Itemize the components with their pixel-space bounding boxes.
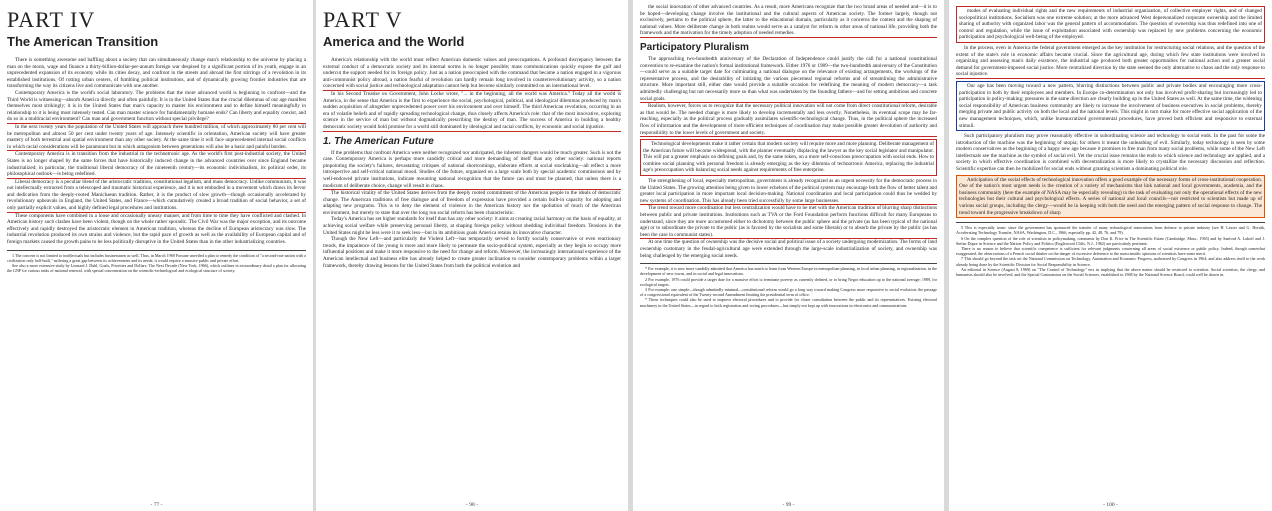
paragraph: the social innovation of other advanced countries. As a result, more Americans recognize that the two broad areas of needed and—it is to be hoped—developing change involve the institutional and the cultural aspects of American society. The former largely, though not exclusively, pertains to the political sphere, the latter to the educational domain, particularly as it concerns the content and the shaping of national values. More deliberate change in both realms would serve as a catalyst for reform in other areas of national life, providing both the framework and the motivation for the timely adoption of needed remedies. <box>640 4 937 37</box>
paragraph: Realism, however, forces us to recognize that the necessary political innovation will not come from direct constitutional reform, desirable as that would be. The needed change is more likely to develop incrementally and less overtly. Nonetheless, its eventual scope may be far-reaching, especially as the political process gradually assimilates scientific-technological change. Thus, in the political sphere the increased flow of information and the development of more efficient techniques of coordination may make possible greater devolution of authority and responsibility to the lower levels of government and society. <box>640 103 937 136</box>
paragraph: In the next twenty years the population of the United States will approach three hundred million, of which approximately 80 per cent will be metropolitan and almost 50 per cent under twenty years of age. Intensely scientific in orientation, American society will have greater mastery of both terrestrial and spatial environment than any other society. At the same time it will face unprecedented internal social conflicts in which racial considerations will be paramount but in which antagonism between generations will also be a basic and painful burden. <box>7 123 306 150</box>
footnote: 6 On the complex question of the role of scientists in policymaking, comments by Don K. Price in The Scientific Estate (Cambridge, Mass., 1965) and by Sanford A. Lakoff and J. Stefan Dupre in Science and the Nation: Policy and Politics (Englewood Cliffs, N.J., 1962) are particularly pertinent. <box>956 235 1265 246</box>
paragraph: Our age has been moving toward a new pattern, blurring distinctions between public and private bodies and encouraging more cross-participation in both by their employees and members. In Europe co-determination not only has involved profit-sharing but increasingly led to participation in policy-making; pressures in the same direction are clearly building up in the United States as well. At the same time, the widening social responsibility of American business community are likely to increase the involvement of business executives in social problems, thereby merging private and public activity on both the local and the national levels. This might in turn make for more effective social application of the new management techniques, which, unlike bureaucratized governmental procedures, have proved both efficient and responsive to external stimuli. <box>959 82 1262 129</box>
highlight-box <box>640 139 937 176</box>
footnote: An editorial in Science (August 8, 1969) on "The Control of Technology" errs in implying that the above matter should be restricted to scientists. Social scientists, the clergy, and humanists should also be involved, and the Special Commission on the Social Sciences, established in 1968 by the National Science Board, could well be drawn in. <box>956 266 1265 278</box>
part-heading: PART IV <box>7 7 96 32</box>
section-heading: Participatory Pluralism <box>640 41 749 53</box>
page-number: - 100 - <box>1103 502 1118 508</box>
paragraph: Liberal democracy is a peculiar blend of the aristocratic tradition, constitutional legalism, and mass democracy. Unlike communism, it was not intellectually extracted from a telescoped and traumatic historical experience, and it is not embodied in a movement which draws its fervor and dedication from the deeply-rooted Manichaean tradition. Rather, it is the product of slow growth—though occasionally accelerated by revolutionary upheavals in England, the United States, and France—which cumulatively created a broad tradition of social behavior, a set of only partially explicit values, and highly defined legal procedures and institutions. <box>7 178 306 212</box>
page-99 <box>633 0 944 511</box>
page-100 <box>949 0 1272 511</box>
paragraph: The approaching two-hundredth anniversary of the Declaration of Independence could justify the call for a national constitutional convention to re-examine the nation's formal institutional framework. Either 1976 or 1989—the two-hundredth anniversary of the Constitution—could serve as a suitable target date for culminating a national dialogue on the relevance of existing arrangements, the workings of the representative process, and the desirability of initiating the various piecemeal regional reforms and of streamlining the administrative structure. More important still, either date would provide a suitable occasion for redefining the meaning of modern democracy—a task admittedly challenging but not necessarily more so than what was undertaken by the founding fathers—and for setting ambitious and concrete social goals. <box>640 55 937 102</box>
highlight-box-orange <box>956 175 1265 219</box>
paragraph: Today's America has set higher standards for itself than has any other society: it aims at creating racial harmony on the basis of equality, at achieving social welfare while preserving personal liberty, at shaping foreign policy without shedding individual freedom. Tensions in the United States might be less were it to seek less—but in its ambitious goals America retains its innovative character. <box>323 216 621 236</box>
paragraph: Technological developments make it rather certain that modern society will require more and more planning. Deliberate management of the American future will become widespread, with the planner eventually displacing the lawyer as the key social legislator and manipulator. This will put a greater emphasis on defining goals and, by the same token, on a more self-conscious preoccupation with social ends. How to combine social planning with personal freedom is already emerging as the key dilemma of technotronic America, replacing the industrial age's preoccupation with balancing social needs against requirements of free enterprise. <box>643 141 934 174</box>
footnote: 7 This should go beyond the task set the National Commission on Technology, Automation and Economic Progress, authorized by Congress in 1964; and also address itself to the work already being done by the Scientific Division for Social Responsibility in Science. <box>956 256 1265 267</box>
footnote: 5 This is especially ironic since the government has sponsored the transfer of many technological innovations from defense to private industry (see H. Lesser and G. Hornik, Accelerating Technology Transfer, NASA, Washington, D.C., 1966, especially pp. 42, 48, 76, and 79). <box>956 225 1265 236</box>
paragraph: In the process, even in America the federal government emerged as the key institution for restructuring social relations, and the question of the extent of the state's role in economic affairs became crucial. Since the agricultural age, during which few state institutions were involved in organizing and assessing man's daily existence, the industrial age produced both greater opportunities for national action and a greater social demand for government-imposed social justice. More centralized direction by the state seemed the only alternative to chaos and the only response to social injustice. <box>956 44 1265 78</box>
section-heading: 1. The American Future <box>323 135 434 147</box>
paragraph: Anticipation of the social effects of technological innovation offers a good example of the necessary forms of cross-institutional cooperation. One of the nation's most urgent needs is the creation of a variety of mechanisms that link national and local governments, academia, and the business community (here the example of NASA may be especially revealing) in the task of evaluating not only the operational effects of the new technologies but their cultural and psychological effects. A series of national and local councils—not restricted to scientists but made up of various social groups, including the clergy—would be in keeping with both the need and the emerging pattern of social response to change. The trend toward the progressive breakdown of sharp <box>959 176 1262 216</box>
paragraph: modes of evaluating individual rights and the new requirements of industrial organization, of collective employer rights, and of changed sociopolitical institutions. Socialism was one extreme solution; at the more advanced West depersonalized corporate ownership and the limited sharing of authority with organized labor was the general pattern of accommodation. The question of ownership was thus redefined into one of control and regulation, while the issue of exploitation associated with ownership was replaced by new problems concerning the economic participation and psychological well-being of the employed. <box>959 8 1262 41</box>
paragraph: Though the New Left—and particularly the Violent Left—has temporarily served to fortify socially conservative or even reactionary trends, the impatience of the young is more and more likely to permeate the socio-political system, especially as they begin to occupy more influential positions and make it more responsive to the need for change and reform. Moreover, the increasingly international experience of the American intellectual and business elite has already helped to create greater inclination to consider contemporary problems within a larger framework, thereby drawing lessons for the United States from both the political evolution and <box>323 236 621 269</box>
paragraph: Contemporary America is the world's social laboratory. The problems that the more advanced world is beginning to confront—and the Third World is witnessing—absorb America directly and often painfully. It is in the United States that the crucial dilemmas of our age manifest themselves most strikingly; it is in the United States that man's capacity to master his environment and to define himself meaningfully in relationship to it is being most intensely tested. Can man master science for fundamentally humane ends? Can liberty and equality coexist, and do so in a multiracial environment? Can man and government function without special privilege? <box>7 89 306 123</box>
footnote: 2 For example, 1976 could provide a target date for a massive effort to terminate poverty as currently defined, or to bring Negro education up to the national average; 1989, for ecological targets. <box>640 276 937 287</box>
footnote: There is no reason to believe that scientific competence is sufficient for relevant judgments concerning all areas of social existence or public policy. Indeed, though somewhat exaggerated, the observations of a French social thinker on the danger of excessive deference to the nonscientific opinions of scientists have some merit. <box>956 246 1265 257</box>
paragraph: If the problems that confront America were neither recognized nor anticipated, the inherent dangers would be much greater. Such is not the case. Contemporary America is perhaps more candidly critical and more demanding of itself than any other society: national reports pinpointing the society's failures, devastating critiques of national shortcomings, elaborate efforts at social stocktaking—all reflect a more introspective and self-critical national mood. Studies of the future, organized on a large scale both by special academic commissions and by well-endowed private institutions, indicate mounting national recognition that the future can and must be planned, that unless there is a modicum of deliberate choice, change will result in chaos. <box>323 149 621 189</box>
highlight-box <box>956 6 1265 43</box>
paragraph: America's relationship with the world must reflect American domestic values and preoccupations. A profound discrepancy between the external conduct of a democratic society and its internal norms is no longer possible; mass communications quickly expose the gulf and undercut the support needed for its foreign policy. Just as a nation preoccupied with the command that became a nation engaged in a vigorous anti-communist policy abroad, a nation fearful of revolution can hardly remain long involved in counterrevolutionary activity, so a nation concerned with social justice and technological adaptation cannot help but become similarly committed on an international level. <box>323 57 621 90</box>
paragraph: In his Second Treatise on Government, John Locke wrote, "... in the beginning, all the world was America." Today all the world is America, in the sense that America is the first to experience the social, psychological, political, and ideological dilemmas produced by man's sudden acquisition of altogether unprecedented power over his environment and over himself. The third American revolution, occurring in an era of volatile beliefs and of rapidly spreading technological change, thus closely affects America's role: that of the most innovative, exploring science in the service of man but without dogmatically prescribing the destiny of man. The success of America in building a healthy democratic society would hold promise for a world still dominated by ideological and racial conflicts, by economic and social injustice. <box>323 90 621 130</box>
footnote: * For example, it is now more candidly admitted that America has much to learn from Western Europe in metropolitan planning, in local urban planning, in regionalization, in the development of new towns, and in social and legal innovations. <box>640 266 937 277</box>
footnotes <box>956 222 1265 277</box>
highlight-box-blue <box>956 81 1265 131</box>
page-number: - 77 - <box>150 502 163 508</box>
footnote: 1 The concern is not limited to intellectuals but includes businessmen as well. Thus, in March 1969 Fortune unveiled a plan to remedy the condition of "a second-rate nation with a civilization only half-built," suffering a great gap between its achievements and its needs; it would require a massive public and private effort. <box>7 252 306 263</box>
footnote: See also a more extensive study by Leonard J. Duhl, Goals, Priorities and Dollars: The Next Decade (New York, 1966), which outlines in extraordinary detail a plan for allocating the GNP for various tasks of national renewal, with special concentration on the scientific-technological and ecological structure of society. <box>7 263 306 274</box>
paragraph: The strengthening of local, especially metropolitan, government is already recognized as an urgent necessity for the democratic process in the United States. The growing attention being given to lower echelons of the political system may encourage both the flow of better talent and greater local participation in more important local decision-making. National coordination and local participation could thus be wedded by new systems of coordination. This has already been tried successfully by some large businesses. <box>640 178 937 204</box>
page-77 <box>0 0 313 511</box>
paragraph: The historical vitality of the United States derives from the deeply rooted commitment of the American people to the ideals of democratic change. The American traditions of free dialogue and of freedom of expression have provided a certain built-in capacity for adopting and adapting new programs. This is to deny the element of violence in the American history nor the spoliation of much of the American environment, but merely to state that over the long run social reform has been characteristic. <box>323 190 621 216</box>
page-98 <box>316 0 628 511</box>
footnotes <box>640 263 937 308</box>
paragraph: These components have combined in a loose and occasionally uneasy manner, and from time to time they have conflicted and clashed. In American history such clashes have been violent, though on the whole rather sporadic. The Civil War was the major exception, and its outcome effectively and rapidly destroyed the aristocratic element in American tradition, whereas the decline of European aristocracy was slow. The industrial revolution produced its own strains and violence, but the rapid pace of growth as well as the availability of European capital and of foreign markets caused the growth pains to be less politically disruptive in the United States than in the other industrializing countries. <box>7 212 306 246</box>
page-number: - 99 - <box>782 502 795 508</box>
footnote: * These techniques could also be used to improve electoral procedures and to provide for closer consultation between the public and its representatives. Existing electoral machinery in the United States—in regard to both registration and voting procedures—has simply not kept up with innovations in electronics and communications. <box>640 297 937 308</box>
paragraph: Contemporary America is in transition from the industrial to the technetronic age. As the world's first post-industrial society, the United States is no longer shaped by the same forces that have historically induced change in the advanced countries over since England became industrialized; in particular, the traditional liberal democracy of the nineteenth century—its economic individualism, its political order, its philosophical outlook—is being redefined. <box>7 151 306 178</box>
footnotes <box>7 250 306 274</box>
paragraph: There is something awesome and baffling about a society that can simultaneously change man's relationship to the universe by placing a man on the moon, wage and finance a thirty-billion-dollar-per-annum foreign war despised by a significant portion of its youth, engage in an unprecedented expansion of its economy while its cities decay, and confront in the streets and abroad the first stirrings of a revolution in its established institutions. Of rotting urban centers, of fumbling political institutions, and of dynamically growing frontier industries that are transforming the way its citizens live and communicate with one another. <box>7 57 306 90</box>
paragraph: Such participatory pluralism may prove reasonably effective in subordinating science and technology to social ends. In the past for some the introduction of the machine was the beginning of utopia; for others it meant the unleashing of evil. Similarly, today technology is seen by some modern conservatives as the beginning of a happy new age because it promises to free man from many social problems, while some of the New Left intellectuals see the machine as the symbol of social evil. Yet the crucial issue remains the ends to which science and technology are applied, and a society in which effective coordination is combined with decentralization is more likely to crystallize the necessary discussion and reflection. Scientific expertise can then be mobilized for social ends without granting scientists a dominating political role. <box>956 133 1265 173</box>
part-title: America and the World <box>323 34 465 49</box>
footnote: 3 For example, one simple—though admittedly minimal—constitutional reform would go a long way toward making Congress more responsive to social evolution: the passage of a congressional equivalent of the Twenty-second Amendment limiting the presidential term of office. <box>640 287 937 298</box>
page-number: - 98 - <box>466 502 478 508</box>
paragraph: The trend toward more coordination but less centralization would have to be met with the American tradition of blurring sharp distinctions between public and private institutions. Institutions such as TVA or the Ford Foundation perform functions difficult for many Europeans to understand, since they are more accustomed either to dichotomy between the public sphere and the private (as has been typical of the national age) or to subordinate the private to the public (as is favored by the socialists and some liberals) or to absorb the private by the public (as has been the case in communist states). <box>640 205 937 238</box>
part-title: The American Transition <box>7 34 159 49</box>
paragraph: At one time the question of ownership was the decisive social and political issue of a society undergoing modernization. The forms of land ownership customary in the feudal-agricultural age were extended through the large-scale industrialization of society, and ownership was being challenged by the emerging social needs. <box>640 239 937 259</box>
part-heading: PART V <box>323 7 403 32</box>
